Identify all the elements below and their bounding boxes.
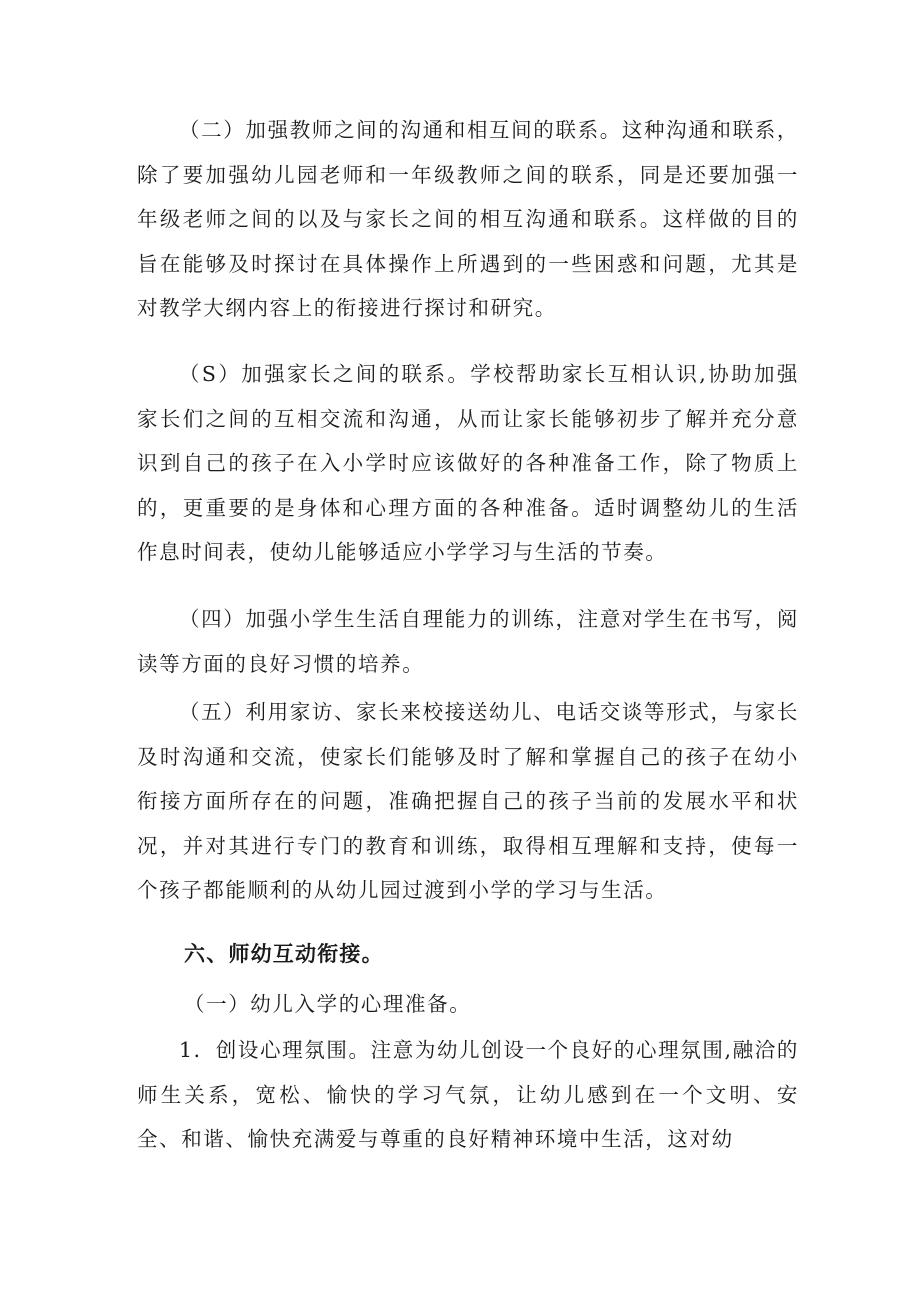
paragraph-teacher-communication: （二）加强教师之间的沟通和相互间的联系。这种沟通和联系，除了要加强幼儿园老师和一年级教师之间的联系，同是还要加强一年级老师之间的以及与家长之间的相互沟通和联系。这样做的目的旨在能够及时探讨在具体操作上所遇到的一些困惑和问题，尤其是对教学大纲内容上的衔接进行探讨和研究。 [137,118,799,320]
paragraph-self-care-training: （四）加强小学生生活自理能力的训练，注意对学生在书写，阅读等方面的良好习惯的培养。 [137,607,799,676]
paragraph-parent-connection: （S）加强家长之间的联系。学校帮助家长互相认识,协助加强家长们之间的互相交流和沟通，从而让家长能够初步了解并充分意识到自己的孩子在入小学时应该做好的各种准备工作，除了物质上的，更重要的是身体和心理方面的各种准备。适时调整幼儿的生活作息时间表，使幼儿能够适应小学学习与生活的节奏。 [137,362,799,564]
subheading-psychological-preparation: （一）幼儿入学的心理准备。 [184,992,472,1016]
paragraph-psychological-atmosphere: 1．创设心理氛围。注意为幼儿创设一个良好的心理氛围,融洽的师生关系，宽松、愉快的学习气氛，让幼儿感到在一个文明、安全、和谐、愉快充满爱与尊重的良好精神环境中生活，这对幼 [137,1038,799,1151]
section-heading: 六、师幼互动衔接。 [184,942,384,966]
paragraph-home-visits: （五）利用家访、家长来校接送幼儿、电话交谈等形式，与家长及时沟通和交流，使家长们能够及时了解和掌握自己的孩子在幼小衔接方面所存在的问题，准确把握自己的孩子当前的发展水平和状况，并对其进行专门的教育和训练，取得相互理解和支持，使每一个孩子都能顺利的从幼儿园过渡到小学的学习与生活。 [137,700,799,902]
